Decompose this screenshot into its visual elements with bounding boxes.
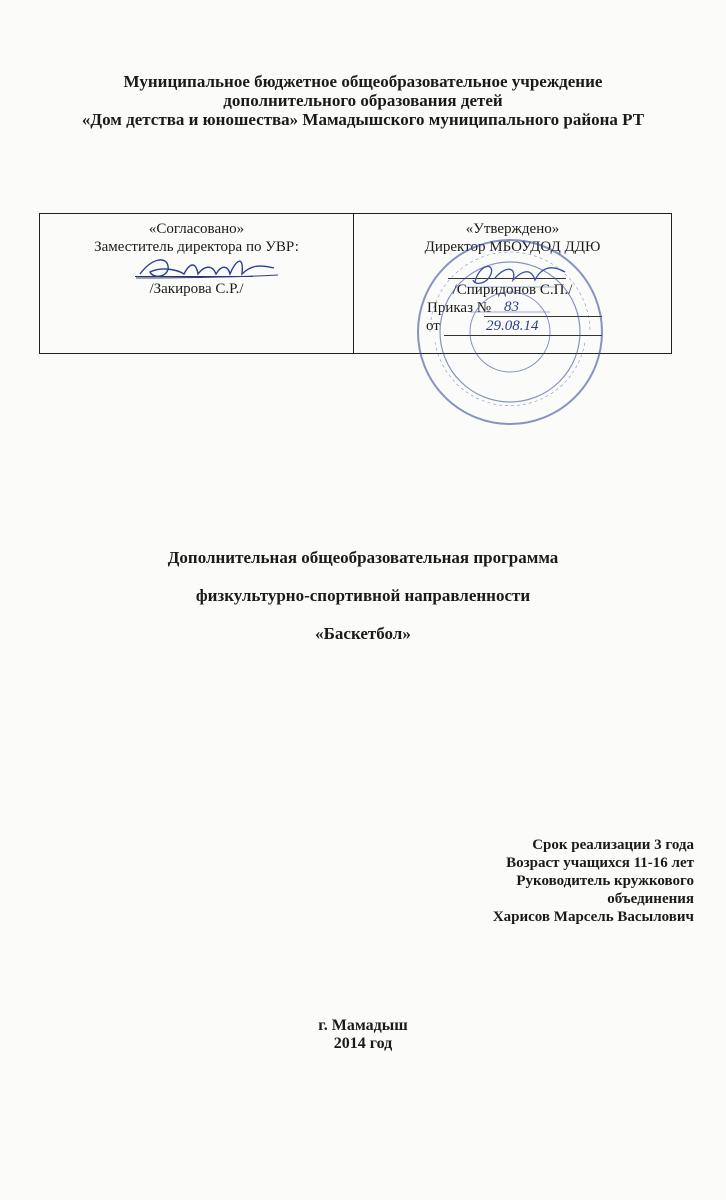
leader-title-line-1: Руководитель кружкового: [516, 873, 694, 889]
director-position: Директор МБОУДОД ДДЮ: [424, 239, 601, 255]
program-details: [394, 836, 694, 926]
approved-heading: «Утверждено»: [465, 221, 560, 237]
year: 2014 год: [333, 1035, 393, 1052]
director-name: /Спиридонов С.П./: [452, 282, 573, 298]
header-line-3: «Дом детства и юношества» Мамадышского муниципального района РТ: [81, 110, 645, 129]
student-age: Возраст учащихся 11-16 лет: [506, 855, 694, 871]
deputy-position: Заместитель директора по УВР:: [94, 239, 299, 255]
header-line-1: Муниципальное бюджетное общеобразовательное учреждение: [123, 72, 603, 91]
program-title-line-1: Дополнительная общеобразовательная программа: [167, 548, 559, 567]
leader-title-line-2: объединения: [607, 891, 694, 907]
implementation-term: Срок реализации 3 года: [532, 837, 694, 853]
institution-header: [0, 72, 726, 129]
date-label: от: [426, 318, 440, 334]
program-title-line-3: «Баскетбол»: [315, 624, 411, 643]
agreed-heading: «Согласовано»: [148, 221, 245, 237]
director-signature: [465, 258, 575, 294]
order-number-handwritten: 83: [504, 299, 519, 315]
program-title-line-2: физкультурно-спортивной направленности: [195, 586, 531, 605]
deputy-name: /Закирова С.Р./: [149, 281, 244, 297]
document-footer: [0, 1017, 726, 1053]
order-label: Приказ №: [427, 300, 492, 316]
header-line-2: дополнительного образования детей: [223, 91, 503, 110]
leader-name: Харисов Марсель Васылович: [492, 909, 694, 925]
date-handwritten: 29.08.14: [486, 318, 539, 334]
city: г. Мамадыш: [318, 1017, 408, 1034]
